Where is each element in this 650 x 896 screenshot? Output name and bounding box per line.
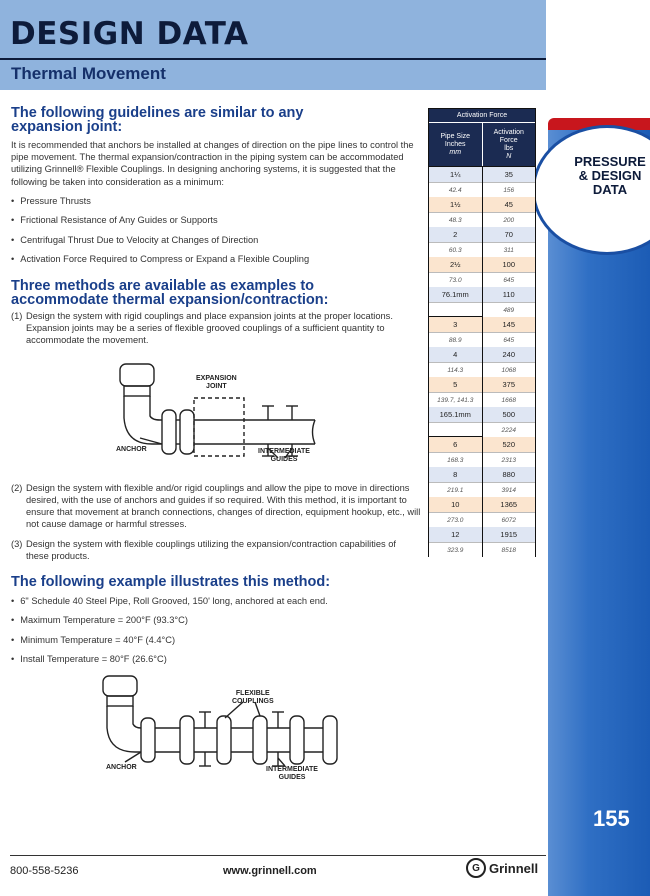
table-header bbox=[429, 122, 535, 166]
cell-activation-force: 35 156 bbox=[483, 167, 536, 196]
table-row bbox=[429, 406, 535, 436]
side-tab-label[interactable]: PRESSURE & DESIGN DATA bbox=[574, 154, 646, 197]
table-row bbox=[429, 346, 535, 376]
bullet-item: • 6" Schedule 40 Steel Pipe, Roll Grooved, 150' long, anchored at each end. bbox=[11, 596, 328, 606]
cell-pipe-size: 4 114.3 bbox=[429, 347, 483, 376]
table-row bbox=[429, 496, 535, 526]
footer-website-link[interactable]: www.grinnell.com bbox=[223, 865, 317, 877]
cell-pipe-size: 76.1mm bbox=[429, 287, 483, 316]
table-row bbox=[429, 196, 535, 226]
cell-activation-force: 45 200 bbox=[483, 197, 536, 226]
method-2: (2) Design the system with flexible and/or rigid couplings and allow the pipe to move in directions desired, with the use of anchors and guides if so required. With this method, it is important to ensure that movement at branch connections, changes of direction, equipment hookup, etc., will not cause damage or harmful stresses. bbox=[11, 483, 421, 529]
cell-pipe-size: 12 323.9 bbox=[429, 527, 483, 556]
header-rule bbox=[0, 58, 546, 60]
bullet-item: • Centrifugal Thrust Due to Velocity at Changes of Direction bbox=[11, 235, 258, 245]
cell-pipe-size: 1¼ 42.4 bbox=[429, 167, 483, 196]
cell-activation-force: 500 2224 bbox=[483, 407, 536, 436]
section1-paragraph: It is recommended that anchors be installed at changes of direction on the pipe lines to control the pipe movement. The thermal expansion/contraction in the piping system can be accommodated utilizing Grinnell® Flexible Couplings. In designing anchoring systems, it is suggested that the following be taken into consideration as a minimum: bbox=[11, 140, 414, 187]
cell-pipe-size: 5 139.7, 141.3 bbox=[429, 377, 483, 406]
table-row bbox=[429, 166, 535, 196]
cell-activation-force: 240 1068 bbox=[483, 347, 536, 376]
page-subtitle: Thermal Movement bbox=[11, 64, 166, 83]
cell-pipe-size: 6 168.3 bbox=[429, 437, 483, 466]
table-row bbox=[429, 226, 535, 256]
cell-activation-force: 880 3914 bbox=[483, 467, 536, 496]
table-row bbox=[429, 316, 535, 346]
method-1: (1) Design the system with rigid couplings and place expansion joints at the proper locations. Expansion joints may be a series of flexible grooved couplings of a sufficient quantity to accommodate the movement. bbox=[11, 311, 393, 345]
activation-force-table bbox=[428, 108, 536, 557]
table-row bbox=[429, 256, 535, 286]
page-number: 155 bbox=[593, 806, 630, 831]
cell-activation-force: 110 489 bbox=[483, 287, 536, 316]
cell-activation-force: 100 645 bbox=[483, 257, 536, 286]
section2-heading: Three methods are available as examples to accommodate thermal expansion/contraction: bbox=[11, 278, 329, 308]
table-title: Activation Force bbox=[429, 109, 535, 122]
grinnell-logo bbox=[466, 858, 538, 878]
label-intermediate-guides: INTERMEDIATE GUIDES bbox=[258, 448, 310, 463]
bullet-item: • Maximum Temperature = 200°F (93.3°C) bbox=[11, 615, 188, 625]
table-row bbox=[429, 466, 535, 496]
table-row bbox=[429, 376, 535, 406]
cell-activation-force: 70 311 bbox=[483, 227, 536, 256]
cell-pipe-size: 165.1mm bbox=[429, 407, 483, 436]
cell-activation-force: 1915 8518 bbox=[483, 527, 536, 556]
label-anchor: ANCHOR bbox=[106, 764, 137, 771]
side-band-top bbox=[548, 0, 650, 130]
cell-pipe-size: 1½ 48.3 bbox=[429, 197, 483, 226]
cell-pipe-size: 10 273.0 bbox=[429, 497, 483, 526]
header-pipe-size: Pipe Size Inches mm bbox=[429, 123, 483, 166]
page-title: DESIGN DATA bbox=[10, 16, 249, 52]
cell-activation-force: 375 1668 bbox=[483, 377, 536, 406]
cell-pipe-size: 3 88.9 bbox=[429, 317, 483, 346]
grinnell-logo-text: Grinnell bbox=[489, 860, 539, 876]
table-row bbox=[429, 436, 535, 466]
table-row bbox=[429, 286, 535, 316]
bullet-item: • Frictional Resistance of Any Guides or Supports bbox=[11, 215, 218, 225]
bullet-item: • Minimum Temperature = 40°F (4.4°C) bbox=[11, 635, 175, 645]
bullet-item: • Pressure Thrusts bbox=[11, 196, 91, 206]
label-flexible-couplings: FLEXIBLE COUPLINGS bbox=[232, 690, 274, 705]
cell-activation-force: 1365 6072 bbox=[483, 497, 536, 526]
label-anchor: ANCHOR bbox=[116, 446, 147, 453]
flexible-couplings-diagram bbox=[95, 672, 365, 777]
bullet-item: • Activation Force Required to Compress or Expand a Flexible Coupling bbox=[11, 254, 309, 264]
cell-pipe-size: 2½ 73.0 bbox=[429, 257, 483, 286]
grinnell-logo-icon: G bbox=[466, 858, 486, 878]
footer-phone: 800-558-5236 bbox=[10, 865, 79, 877]
section3-heading: The following example illustrates this method: bbox=[11, 574, 331, 590]
cell-pipe-size: 8 219.1 bbox=[429, 467, 483, 496]
method-3: (3) Design the system with flexible couplings utilizing the expansion/contraction capabilities of these products. bbox=[11, 539, 397, 561]
section1-heading: The following guidelines are similar to any expansion joint: bbox=[11, 105, 304, 135]
header-activation-force: Activation Force lbs N bbox=[493, 128, 524, 160]
cell-activation-force: 520 2313 bbox=[483, 437, 536, 466]
cell-pipe-size: 2 60.3 bbox=[429, 227, 483, 256]
label-expansion-joint: EXPANSION JOINT bbox=[196, 375, 237, 390]
cell-activation-force: 145 645 bbox=[483, 317, 536, 346]
table-row bbox=[429, 526, 535, 556]
bullet-item: • Install Temperature = 80°F (26.6°C) bbox=[11, 654, 167, 664]
footer-rule bbox=[10, 855, 546, 856]
label-intermediate-guides: INTERMEDIATE GUIDES bbox=[266, 766, 318, 781]
